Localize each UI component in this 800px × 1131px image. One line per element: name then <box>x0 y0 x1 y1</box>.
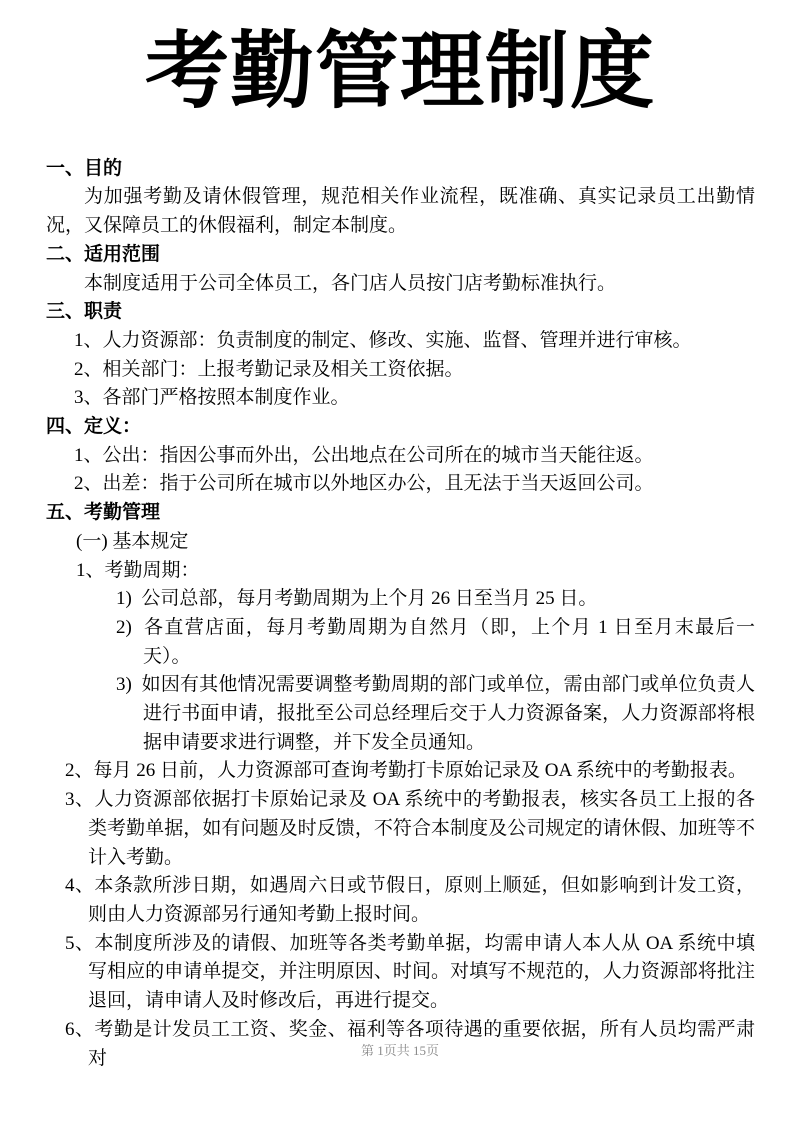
list-item: 1、人力资源部：负责制度的制定、修改、实施、监督、管理并进行审核。 <box>74 329 692 351</box>
document-title: 考勤管理制度 <box>144 24 655 118</box>
list-item: 1、公出：指因公事而外出，公出地点在公司所在的城市当天能往返。 <box>74 444 654 466</box>
document-body <box>0 155 800 1074</box>
list-item: 5、本制度所涉及的请假、加班等各类考勤单据，均需申请人本人从 OA 系统中填写相应的申请单提交，并注明原因、时间。对填写不规范的，人力资源部将批注退回，请申请人及时修改后，再进行提交。 <box>65 932 755 1012</box>
section-heading: 二、适用范围 <box>46 243 161 265</box>
list-item: 2、每月 26 日前，人力资源部可查询考勤打卡原始记录及 OA 系统中的考勤报表。 <box>65 760 747 782</box>
section-heading: 五、考勤管理 <box>46 502 161 524</box>
list-item: 3、人力资源部依据打卡原始记录及 OA 系统中的考勤报表，核实各员工上报的各类考勤单据，如有问题及时反馈，不符合本制度及公司规定的请休假、加班等不计入考勤。 <box>65 789 755 868</box>
section-heading: 一、目的 <box>46 157 123 179</box>
list-item: 6、考勤是计发员工工资、奖金、福利等各项待遇的重要依据，所有人员均需严肃对 <box>65 1018 755 1069</box>
list-item: 2、出差：指于公司所在城市以外地区办公，且无法于当天返回公司。 <box>74 473 654 495</box>
paragraph: 本制度适用于公司全体员工，各门店人员按门店考勤标准执行。 <box>84 272 617 294</box>
page-footer <box>0 1040 800 1059</box>
page-number: 第 1页共 15页 <box>360 1043 439 1058</box>
list-item: 3、各部门严格按照本制度作业。 <box>74 387 350 409</box>
list-item: 1、考勤周期： <box>76 559 200 581</box>
sub-list-item: 2) 各直营店面，每月考勤周期为自然月（即，上个月 1 日至月末最后一天）。 <box>116 616 755 667</box>
sub-list-item: 3) 如因有其他情况需要调整考勤周期的部门或单位，需由部门或单位负责人进行书面申请，报批至公司总经理后交于人力资源备案，人力资源部将根据申请要求进行调整，并下发全员通知。 <box>116 674 755 753</box>
section-heading: 四、定义： <box>46 416 142 438</box>
sub-list-item: 1) 公司总部，每月考勤周期为上个月 26 日至当月 25 日。 <box>116 588 598 610</box>
list-item: (一) 基本规定 <box>76 530 189 552</box>
section-heading: 三、职责 <box>46 301 123 323</box>
paragraph: 为加强考勤及请休假管理，规范相关作业流程，既准确、真实记录员工出勤情况，又保障员工的休假福利，制定本制度。 <box>46 186 755 237</box>
list-item: 4、本条款所涉日期，如遇周六日或节假日，原则上顺延，但如影响到计发工资，则由人力资源部另行通知考勤上报时间。 <box>65 875 755 925</box>
list-item: 2、相关部门：上报考勤记录及相关工资依据。 <box>74 358 464 380</box>
